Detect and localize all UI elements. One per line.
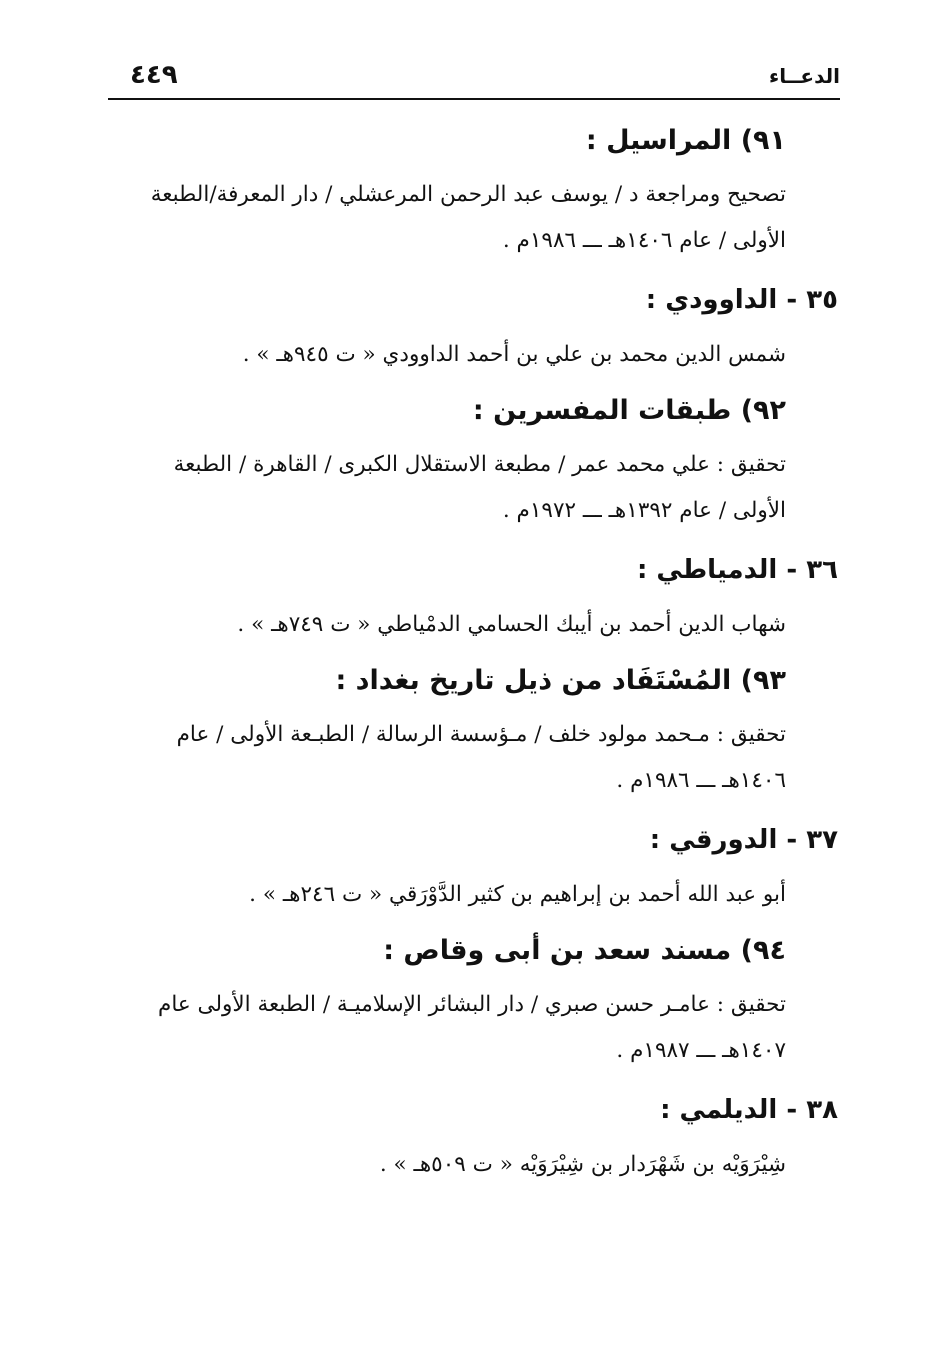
author-heading: ٣٥ - الداوودي : (645, 285, 838, 315)
section-title: الدعــاء (769, 64, 840, 88)
book-entry (108, 122, 838, 264)
author-fullname: شمس الدين محمد بن علي بن أحمد الداوودي « ت ٩٤٥هـ » . (242, 342, 786, 367)
book-detail-line: تحقيق : مـحمد مولود خلف / مـؤسسة الرسالة / الطبـعة الأولى / عام (176, 722, 786, 747)
author-fullname: أبو عبد الله أحمد بن إبراهيم بن كثير الدَّوْرَقي « ت ٢٤٦هـ » . (249, 882, 786, 907)
book-title: ٩١) المراسيل : (585, 125, 786, 156)
book-title: ٩٣) المُسْتَفَاد من ذيل تاريخ بغداد : (335, 665, 786, 696)
author-entry (108, 280, 838, 378)
author-heading: ٣٧ - الدورقي : (649, 825, 838, 855)
book-detail-line: تحقيق : عامـر حسن صبري / دار البشائر الإسلاميـة / الطبعة الأولى عام (158, 992, 786, 1017)
author-heading: ٣٦ - الدمياطي : (636, 555, 838, 585)
book-title: ٩٤) مسند سعد بن أبى وقاص : (383, 935, 786, 966)
author-fullname: شهاب الدين أحمد بن أيبك الحسامي الدمْياطي « ت ٧٤٩هـ » . (237, 612, 786, 637)
author-entry (108, 550, 838, 648)
book-detail-line: الأولى / عام ١٤٠٦هـ ـــ ١٩٨٦م . (502, 228, 786, 253)
page-number: ٤٤٩ (130, 60, 178, 90)
book-detail-line: ١٤٠٧هـ ـــ ١٩٨٧م . (616, 1038, 786, 1063)
author-entry (108, 820, 838, 918)
book-detail-line: ١٤٠٦هـ ـــ ١٩٨٦م . (616, 768, 786, 793)
book-detail-line: تصحيح ومراجعة د / يوسف عبد الرحمن المرعشلي / دار المعرفة/الطبعة (150, 182, 786, 207)
running-head (108, 56, 840, 94)
header-rule (108, 98, 840, 100)
book-detail-line: الأولى / عام ١٣٩٢هـ ـــ ١٩٧٢م . (502, 498, 786, 523)
book-entry (108, 662, 838, 804)
entries-list (108, 108, 838, 1188)
author-heading: ٣٨ - الديلمي : (660, 1095, 838, 1125)
book-title: ٩٢) طبقات المفسرين : (472, 395, 786, 426)
book-entry (108, 392, 838, 534)
book-detail-line: تحقيق : علي محمد عمر / مطبعة الاستقلال الكبرى / القاهرة / الطبعة (173, 452, 786, 477)
book-entry (108, 932, 838, 1074)
author-fullname: شِيْرَوَيْه بن شَهْرَدار بن شِيْرَوَيْه « ت ٥٠٩هـ » . (379, 1152, 786, 1177)
author-entry (108, 1090, 838, 1188)
